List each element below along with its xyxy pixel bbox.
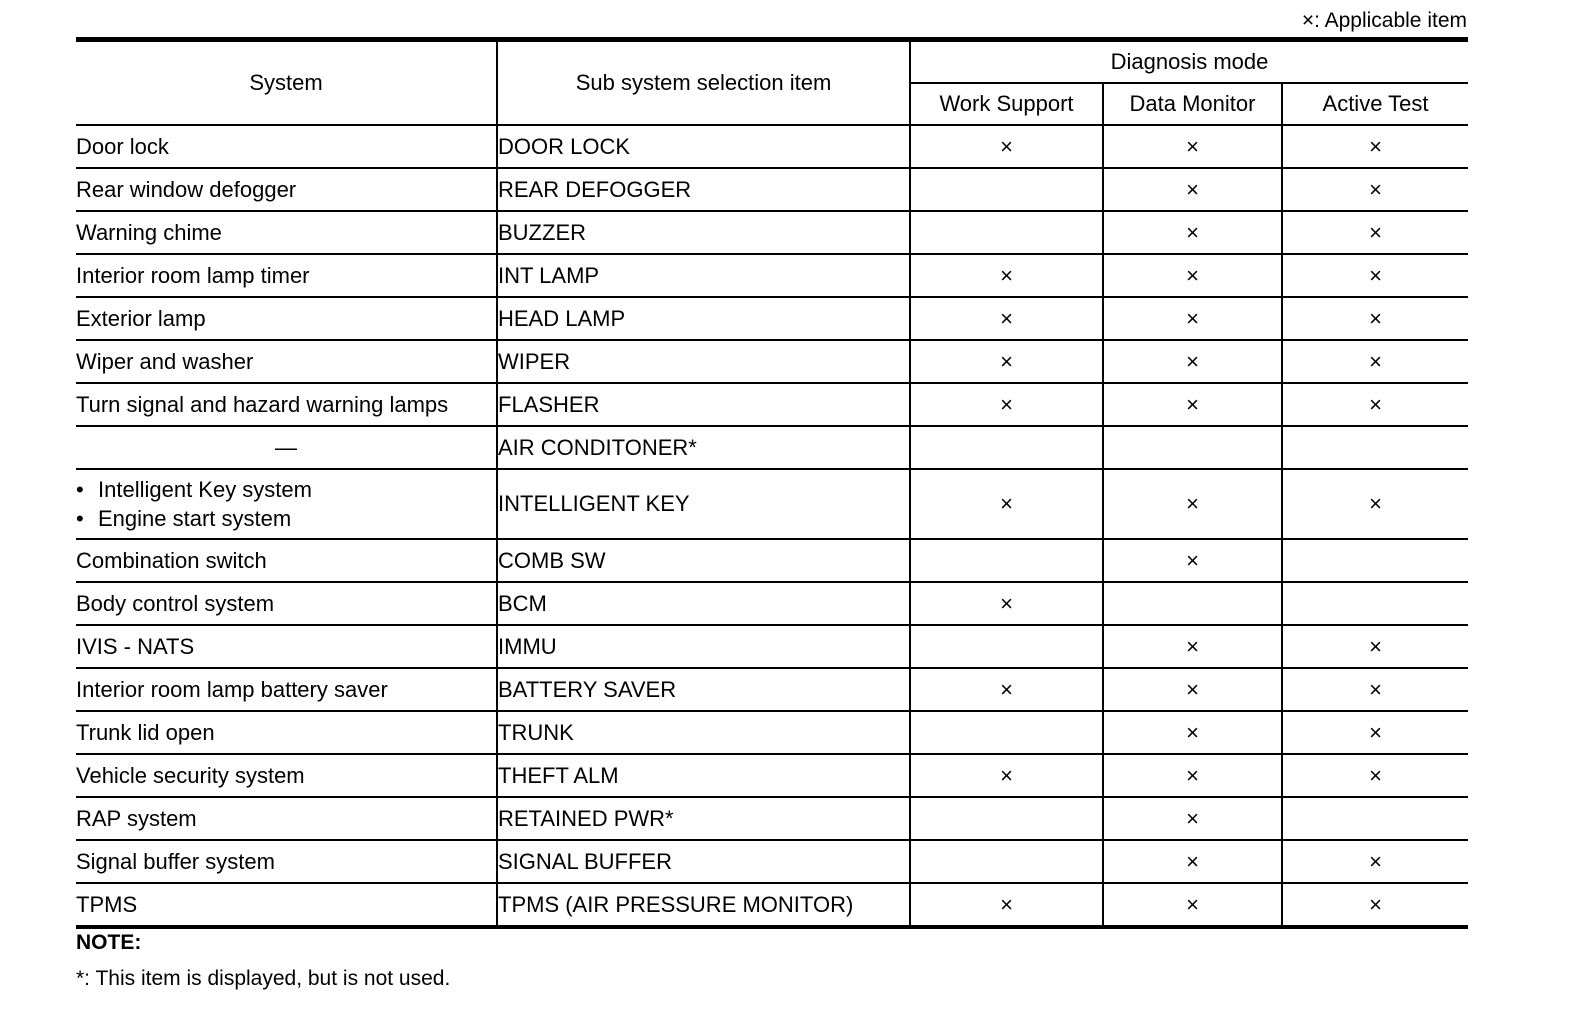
active-test-cell: × [1282,340,1468,383]
bullet-icon: • [76,477,84,502]
diagnosis-mode-table [76,37,1468,929]
table-row [76,469,1468,539]
sub-system-cell: IMMU [497,625,910,668]
sub-system-cell: DOOR LOCK [497,125,910,168]
active-test-cell: × [1282,711,1468,754]
sub-system-cell: HEAD LAMP [497,297,910,340]
system-bullet-item [76,475,496,504]
work-support-cell [910,797,1103,840]
data-monitor-cell: × [1103,168,1282,211]
table-row [76,297,1468,340]
sub-system-cell: SIGNAL BUFFER [497,840,910,883]
table-row [76,625,1468,668]
active-test-cell [1282,797,1468,840]
work-support-cell [910,625,1103,668]
active-test-cell: × [1282,168,1468,211]
work-support-cell: × [910,383,1103,426]
applicable-item-legend: ×: Applicable item [1301,9,1467,32]
sub-system-cell: INTELLIGENT KEY [497,469,910,539]
active-test-cell [1282,582,1468,625]
system-bullet-list [76,475,496,533]
header-work-support: Work Support [910,83,1103,125]
table-row [76,711,1468,754]
bullet-icon: • [76,506,84,531]
data-monitor-cell: × [1103,668,1282,711]
system-cell: Trunk lid open [76,711,497,754]
sub-system-cell: TRUNK [497,711,910,754]
header-data-monitor: Data Monitor [1103,83,1282,125]
active-test-cell: × [1282,754,1468,797]
data-monitor-cell: × [1103,883,1282,927]
work-support-cell: × [910,668,1103,711]
work-support-cell: × [910,754,1103,797]
system-cell: Signal buffer system [76,840,497,883]
data-monitor-cell: × [1103,254,1282,297]
work-support-cell: × [910,469,1103,539]
sub-system-cell: REAR DEFOGGER [497,168,910,211]
system-cell: Interior room lamp battery saver [76,668,497,711]
work-support-cell [910,426,1103,469]
active-test-cell: × [1282,125,1468,168]
table-row [76,668,1468,711]
table-row [76,582,1468,625]
system-cell: Door lock [76,125,497,168]
table-row [76,254,1468,297]
sub-system-cell: THEFT ALM [497,754,910,797]
table-row [76,797,1468,840]
data-monitor-cell: × [1103,711,1282,754]
data-monitor-cell: × [1103,340,1282,383]
system-cell: Warning chime [76,211,497,254]
data-monitor-cell: × [1103,125,1282,168]
system-cell: Exterior lamp [76,297,497,340]
active-test-cell [1282,426,1468,469]
data-monitor-cell: × [1103,539,1282,582]
work-support-cell [910,539,1103,582]
system-cell [76,469,497,539]
active-test-cell: × [1282,211,1468,254]
system-cell: Body control system [76,582,497,625]
sub-system-cell: WIPER [497,340,910,383]
system-cell: TPMS [76,883,497,927]
sub-system-cell: INT LAMP [497,254,910,297]
sub-system-cell: TPMS (AIR PRESSURE MONITOR) [497,883,910,927]
work-support-cell: × [910,582,1103,625]
work-support-cell: × [910,297,1103,340]
sub-system-cell: RETAINED PWR* [497,797,910,840]
sub-system-cell: BCM [497,582,910,625]
data-monitor-cell: × [1103,840,1282,883]
active-test-cell: × [1282,469,1468,539]
diagnosis-table-container [76,37,1468,929]
work-support-cell: × [910,125,1103,168]
active-test-cell: × [1282,668,1468,711]
data-monitor-cell: × [1103,211,1282,254]
data-monitor-cell: × [1103,797,1282,840]
data-monitor-cell: × [1103,625,1282,668]
active-test-cell [1282,539,1468,582]
header-diagnosis-mode: Diagnosis mode [910,40,1468,84]
work-support-cell: × [910,883,1103,927]
active-test-cell: × [1282,883,1468,927]
table-row [76,539,1468,582]
sub-system-cell: BATTERY SAVER [497,668,910,711]
table-row [76,340,1468,383]
work-support-cell [910,211,1103,254]
work-support-cell [910,840,1103,883]
table-row [76,125,1468,168]
table-row [76,754,1468,797]
data-monitor-cell [1103,582,1282,625]
work-support-cell: × [910,254,1103,297]
table-row [76,383,1468,426]
active-test-cell: × [1282,297,1468,340]
note-text: *: This item is displayed, but is not used. [76,967,451,990]
table-row [76,883,1468,927]
system-cell: — [76,426,497,469]
data-monitor-cell: × [1103,754,1282,797]
system-cell: Rear window defogger [76,168,497,211]
work-support-cell [910,711,1103,754]
system-bullet-item [76,504,496,533]
system-cell: Combination switch [76,539,497,582]
sub-system-cell: BUZZER [497,211,910,254]
table-body [76,125,1468,927]
system-cell: RAP system [76,797,497,840]
system-cell: Vehicle security system [76,754,497,797]
system-cell: Turn signal and hazard warning lamps [76,383,497,426]
system-cell: IVIS - NATS [76,625,497,668]
active-test-cell: × [1282,625,1468,668]
system-cell: Wiper and washer [76,340,497,383]
sub-system-cell: AIR CONDITONER* [497,426,910,469]
system-bullet-text: Engine start system [98,506,292,531]
work-support-cell [910,168,1103,211]
data-monitor-cell: × [1103,469,1282,539]
work-support-cell: × [910,340,1103,383]
sub-system-cell: COMB SW [497,539,910,582]
system-bullet-text: Intelligent Key system [98,477,312,502]
header-sub-system: Sub system selection item [497,40,910,126]
system-cell: Interior room lamp timer [76,254,497,297]
sub-system-cell: FLASHER [497,383,910,426]
active-test-cell: × [1282,383,1468,426]
data-monitor-cell: × [1103,383,1282,426]
table-row [76,168,1468,211]
data-monitor-cell: × [1103,297,1282,340]
note-title: NOTE: [76,931,142,954]
table-row [76,211,1468,254]
active-test-cell: × [1282,840,1468,883]
table-row [76,840,1468,883]
table-row [76,426,1468,469]
active-test-cell: × [1282,254,1468,297]
data-monitor-cell [1103,426,1282,469]
header-active-test: Active Test [1282,83,1468,125]
header-system: System [76,40,497,126]
